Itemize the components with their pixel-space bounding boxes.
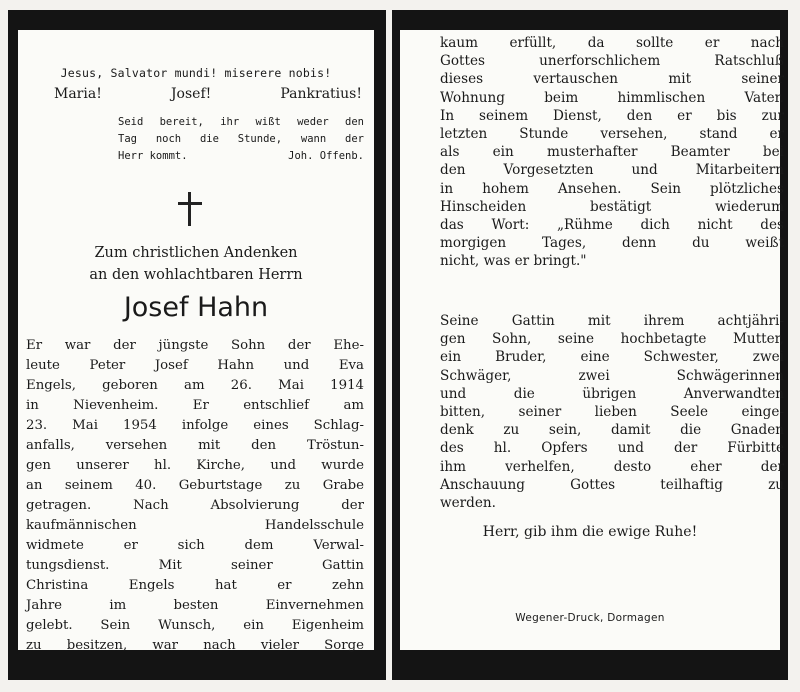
bio-line: nicht, was er bringt." (440, 253, 587, 270)
bio-line: widmete er sich dem Verwal- (26, 538, 364, 553)
bio-line: als ein musterhafter Beamter bei (440, 144, 784, 161)
family-line: Seine Gattin mit ihrem achtjähri- (440, 313, 784, 329)
latin-invocation: Jesus, Salvator mundi! miserere nobis! (60, 66, 332, 80)
family-line: werden. (440, 495, 497, 512)
bio-line: das Wort: „Rühme dich nicht des (440, 217, 784, 234)
left-card (18, 30, 374, 653)
bio-line: Jahre im besten Einvernehmen (26, 598, 364, 613)
bio-line: Christina Engels hat er zehn (26, 578, 364, 593)
saints-invocation (18, 86, 374, 102)
memorial-line: an den wohlachtbaren Herrn (89, 267, 303, 283)
family-line: ein Bruder, eine Schwester, zwei (440, 349, 784, 366)
bio-line: leute Peter Josef Hahn und Eva (26, 358, 364, 373)
bio-line: dieses vertauschen mit seiner (440, 71, 784, 88)
family-line: des hl. Opfers und der Fürbitte (440, 440, 784, 457)
bio-line: tungsdienst. Mit seiner Gattin (26, 558, 364, 573)
bio-line: anfalls, versehen mit den Tröstun- (26, 438, 364, 453)
family-line: ihm verhelfen, desto eher der (440, 458, 784, 475)
bio-line: Wohnung beim himmlischen Vater. (440, 89, 784, 106)
memorial-heading (18, 242, 374, 286)
bio-line: Er war der jüngste Sohn der Ehe- (26, 338, 364, 353)
bio-line: morgigen Tages, denn du weißt (440, 235, 784, 252)
bio-line: gelebt. Sein Wunsch, ein Eigenheim (26, 618, 364, 633)
family-line: bitten, seiner lieben Seele einge- (440, 404, 784, 421)
bio-line: in hohem Ansehen. Sein plötzliches (440, 180, 784, 197)
printer-credit: Wegener-Druck, Dormagen (515, 612, 665, 624)
bio-line: in Nievenheim. Er entschlief am (26, 398, 364, 413)
bio-line: Engels, geboren am 26. Mai 1914 (26, 378, 364, 393)
bio-line: zu besitzen, war nach vieler Sorge (26, 638, 364, 653)
bio-line: Gottes unerforschlichem Ratschluß (440, 53, 784, 70)
bio-line: kaum erfüllt, da sollte er nach (440, 35, 784, 51)
quote-source: Joh. Offenb. (288, 150, 364, 162)
biography-left (26, 336, 364, 656)
bible-quote (118, 114, 364, 165)
family-line: Schwäger, zwei Schwägerinnen (440, 367, 784, 384)
bio-line: Hinscheiden bestätigt wiederum (440, 198, 784, 215)
bio-line: In seinem Dienst, den er bis zur (440, 107, 784, 124)
quote-line: Tag noch die Stunde, wann der (118, 133, 364, 145)
prayer-line: Herr, gib ihm die ewige Ruhe! (482, 524, 698, 540)
cross-icon (178, 192, 202, 226)
family-line: denk zu sein, damit die Gnaden (440, 422, 784, 439)
deceased-name: Josef Hahn (123, 292, 269, 323)
bio-line: letzten Stunde versehen, stand er (440, 126, 784, 143)
biography-right (440, 34, 784, 271)
saint-pankratius: Pankratius! (280, 86, 362, 102)
quote-line: Seid bereit, ihr wißt weder den (118, 116, 364, 128)
family-line: und die übrigen Anverwandten (440, 385, 784, 402)
bio-line: getragen. Nach Absolvierung der (26, 498, 364, 513)
family-line: gen Sohn, seine hochbetagte Mutter, (440, 331, 784, 348)
family-notice (440, 312, 784, 512)
bio-line: gen unserer hl. Kirche, und wurde (26, 458, 364, 473)
saint-maria: Maria! (54, 86, 102, 102)
bio-line: 23. Mai 1954 infolge eines Schlag- (26, 418, 364, 433)
family-line: Anschauung Gottes teilhaftig zu (440, 476, 784, 493)
saint-josef: Josef! (170, 86, 212, 102)
memorial-line: Zum christlichen Andenken (94, 245, 298, 261)
bio-line: kaufmännischen Handelsschule (26, 518, 364, 533)
quote-line: Herr kommt. (118, 150, 188, 162)
bio-line: an seinem 40. Geburtstage zu Grabe (26, 478, 364, 493)
bio-line: den Vorgesetzten und Mitarbeitern (440, 162, 784, 179)
